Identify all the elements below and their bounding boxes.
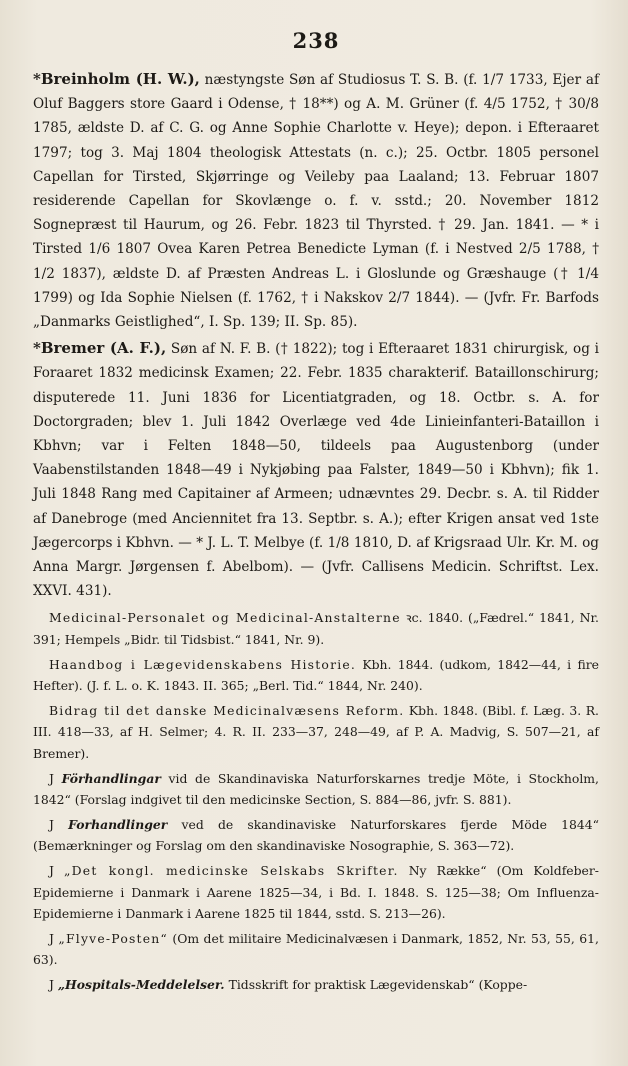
bibliography-item [33,654,599,697]
bibliography-item [33,607,599,650]
bibliography-italic-title: Forhandlinger [68,816,168,832]
bibliography-prefix: J [49,930,54,946]
bibliography-text: Kbh. 1844. (udkom, 1842—44, i fire Hefter). (J. f. L. o. K. 1843. II. 365; „Berl. Tid.“ 1844, Nr. 240). [33,656,599,694]
bibliography-italic-title: Förhandlingar [61,770,161,786]
bibliography-item [33,928,599,971]
bibliography-list [33,607,599,995]
bibliography-text: Ny Række“ (Om Koldfeber-Epidemierne i Danmark i Aarene 1825—34, i Bd. I. 1848. S. 125—38; Om Influenza-Epidemierne i Danmark i Aarene 1825 til 1844, sstd. S. 213—26). [33,863,599,922]
bibliography-prefix: J [49,816,54,832]
entry-headword: *Bremer (A. F.), [33,339,167,358]
bibliography-item [33,814,599,857]
bibliography-item [33,768,599,811]
bibliography-text: ꝛc. 1840. („Fædrel.“ 1841, Nr. 391; Hempels „Bidr. til Tidsbist.“ 1841, Nr. 9). [33,610,599,648]
bibliography-item [33,860,599,925]
bibliography-text: (Om det militaire Medicinalvæsen i Danmark, 1852, Nr. 53, 55, 61, 63). [33,930,599,968]
bibliography-prefix: J [49,863,54,878]
page-number: 238 [292,28,340,53]
bibliography-title: Medicinal-Personalet og Medicinal-Anstalterne [49,610,401,626]
entry-bremer [33,336,599,603]
bibliography-item [33,700,599,765]
bibliography-prefix: J [49,976,54,992]
entry-text: Søn af N. F. B. († 1822); tog i Efteraaret 1831 chirurgisk, og i Foraaret 1832 medicinsk Examen; 22. Febr. 1835 charakterif. Bataillonschirurg; disputerede 11. Juni 1836 for Licentiatgraden, og 18. Octbr. s. A. for Doctorgraden; blev 1. Juli 1842 Overlæge ved 4de Linieinfanteri-Bataillon i Kbhvn; var i Felten 1848—50, tildeels paa Augustenborg (under Vaabenstilstanden 1848—49 i Nykjøbing paa Falster, 1849—50 i Kbhvn); fik 1. Juli 1848 Rang med Capitainer af Armeen; udnævntes 29. Decbr. s. A. til Ridder af Danebroge (med Anciennitet fra 13. Septbr. s. A.); efter Krigen ansat ved 1ste Jægercorps i Kbhvn. — * J. L. T. Melbye (f. 1/8 1810, D. af Krigsraad Ulr. Kr. M. og Anna Margr. Jørgensen f. Abelbom). — (Jvfr. Callisens Medicin. Schriftst. Lex. XXVI. 431). [33,341,599,600]
bibliography-text: ved de skandinaviske Naturforskares fjerde Möde 1844“ (Bemærkninger og Forslag om den skandinaviske Nosographie, S. 363—72). [33,816,599,854]
entry-headword: *Breinholm (H. W.), [33,70,200,88]
bibliography-title: Haandbog i Lægevidenskabens Historie. [49,656,357,672]
bibliography-title: Bidrag til det danske Medicinalvæsens Reform. [49,702,405,718]
bibliography-text: Tidsskrift for praktisk Lægevidenskab“ (Koppe- [228,976,528,992]
bibliography-item [33,974,599,996]
bibliography-prefix: J [49,770,54,786]
bibliography-text: Kbh. 1848. (Bibl. f. Læg. 3. R. III. 418—33, af H. Selmer; 4. R. II. 233—37, 248—49, af P. A. Madvig, S. 507—21, af Bremer). [33,702,599,762]
entry-text: næstyngste Søn af Studiosus T. S. B. (f. 1/7 1733, Ejer af Oluf Baggers store Gaard i Odense, † 18**) og A. M. Grüner (f. 4/5 1752, † 30/8 1785, ældste D. af C. G. og Anne Sophie Charlotte v. Heye); depon. i Efteraaret 1797; tog 3. Maj 1804 theologisk Attestats (n. c.); 25. Octbr. 1805 personel Capellan for Tirsted, Skjørringe og Veileby paa Laaland; 13. Februar 1807 residerende Capellan for Skovlænge o. f. v. sstd.; 20. November 1812 Sognepræst til Haurum, og 26. Febr. 1823 til Thyrsted. † 29. Jan. 1841. — * i Tirsted 1/6 1807 Ovea Karen Petrea Benedicte Lyman (f. i Nestved 2/5 1788, † 1/2 1837), ældste D. af Præsten Andreas L. i Gloslunde og Græshauge († 1/4 1799) og Ida Sophie Nielsen (f. 1762, † i Nakskov 2/7 1844). — (Jvfr. Fr. Barfods „Danmarks Geistlighed“, I. Sp. 139; II. Sp. 85). [33,72,599,331]
bibliography-title: „Flyve-Posten“ [58,930,168,946]
bibliography-title: „Det kongl. medicinske Selskabs Skrifter. [64,863,399,878]
bibliography-text: vid de Skandinaviska Naturforskarnes tredje Möte, i Stockholm, 1842“ (Forslag indgivet til den medicinske Section, S. 884—86, jvfr. S. 881). [33,770,599,808]
bibliography-italic-title: „Hospitals-Meddelelser. [57,976,225,992]
entry-breinholm [33,67,599,334]
